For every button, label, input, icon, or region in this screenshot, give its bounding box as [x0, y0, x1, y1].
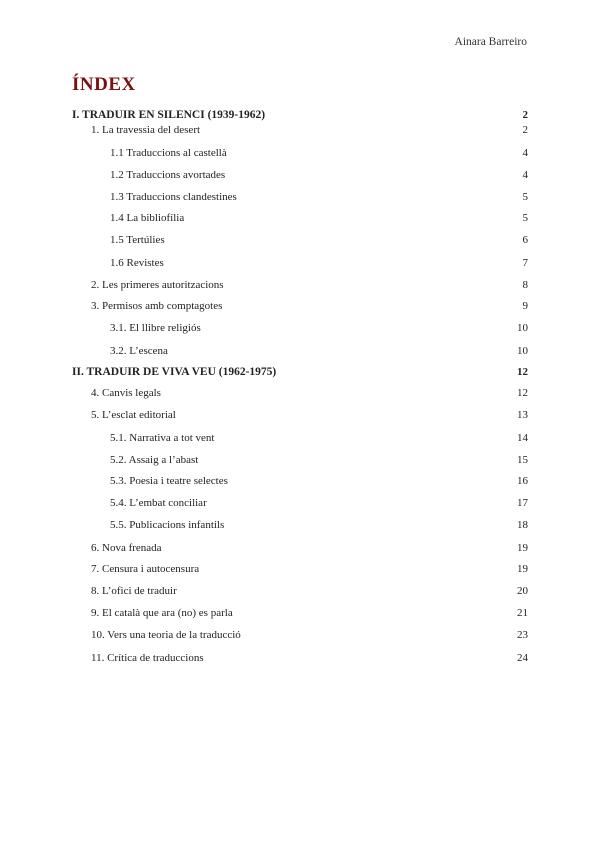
- toc-entry[interactable]: [0, 540, 600, 556]
- toc-entry-page: 9: [522, 300, 528, 312]
- index-title: ÍNDEX: [72, 74, 136, 95]
- toc-entry-page: 19: [517, 563, 528, 575]
- toc-entry[interactable]: [0, 583, 600, 599]
- toc-entry-page: 10: [517, 345, 528, 357]
- toc-entry-page: 5: [522, 212, 528, 224]
- toc-entry-page: 20: [517, 585, 528, 597]
- toc-entry-label: 10. Vers una teoria de la traducció: [91, 629, 241, 641]
- toc-entry-page: 2: [522, 109, 528, 121]
- toc-entry-page: 24: [517, 652, 528, 664]
- toc-entry-label: 1.6 Revistes: [110, 257, 164, 269]
- toc-entry-label: 4. Canvis legals: [91, 387, 161, 399]
- toc-entry[interactable]: [0, 473, 600, 489]
- toc-entry[interactable]: [0, 298, 600, 314]
- toc-entry-page: 10: [517, 322, 528, 334]
- toc-entry-label: 5.1. Narrativa a tot vent: [110, 432, 215, 444]
- toc-entry-label: 1.3 Traduccions clandestines: [110, 191, 237, 203]
- toc-entry-label: 3. Permisos amb comptagotes: [91, 300, 223, 312]
- toc-entry[interactable]: [0, 167, 600, 183]
- toc-entry[interactable]: [0, 320, 600, 336]
- toc-entry-label: 2. Les primeres autoritzacions: [91, 279, 224, 291]
- toc-entry-label: 9. El català que ara (no) es parla: [91, 607, 233, 619]
- toc-entry-page: 4: [522, 169, 528, 181]
- toc-entry-page: 18: [517, 519, 528, 531]
- toc-entry-label: 1. La travessia del desert: [91, 124, 201, 136]
- toc-entry-page: 13: [517, 409, 528, 421]
- toc-entry-label: 3.2. L’escena: [110, 345, 168, 357]
- toc-entry[interactable]: [0, 232, 600, 248]
- toc-entry[interactable]: [0, 627, 600, 643]
- toc-entry[interactable]: [0, 517, 600, 533]
- toc-entry-label: 5.4. L’embat conciliar: [110, 497, 207, 509]
- toc-entry[interactable]: [0, 385, 600, 401]
- toc-entry-label: II. TRADUIR DE VIVA VEU (1962-1975): [72, 366, 277, 378]
- toc-entry[interactable]: [0, 407, 600, 423]
- toc-entry-page: 6: [522, 234, 528, 246]
- toc-entry[interactable]: [0, 495, 600, 511]
- toc-entry-part-1[interactable]: [0, 107, 600, 123]
- toc-entry[interactable]: [0, 210, 600, 226]
- toc-entry-page: 15: [517, 454, 528, 466]
- toc-entry-label: 5.3. Poesia i teatre selectes: [110, 475, 228, 487]
- toc-entry-label: 8. L’ofici de traduir: [91, 585, 177, 597]
- toc-entry-label: 7. Censura i autocensura: [91, 563, 200, 575]
- toc-entry-label: 1.1 Traduccions al castellà: [110, 147, 227, 159]
- toc-entry-page: 7: [522, 257, 528, 269]
- toc-entry-page: 5: [522, 191, 528, 203]
- toc-entry[interactable]: [0, 145, 600, 161]
- toc-entry-page: 23: [517, 629, 528, 641]
- toc-entry-page: 14: [517, 432, 528, 444]
- toc-entry-page: 4: [522, 147, 528, 159]
- toc-entry-page: 12: [517, 387, 528, 399]
- toc-entry-label: 3.1. El llibre religiós: [110, 322, 201, 334]
- toc-entry-label: 1.2 Traduccions avortades: [110, 169, 226, 181]
- toc-entry-page: 8: [522, 279, 528, 291]
- toc-entry-part-2[interactable]: [0, 364, 600, 380]
- toc-entry[interactable]: [0, 122, 600, 138]
- toc-entry[interactable]: [0, 189, 600, 205]
- toc-entry[interactable]: [0, 561, 600, 577]
- toc-entry-page: 2: [522, 124, 528, 136]
- toc-entry-label: 1.5 Tertúlies: [110, 234, 165, 246]
- toc-entry[interactable]: [0, 650, 600, 666]
- toc-entry-label: 5. L’esclat editorial: [91, 409, 176, 421]
- toc-entry-label: 5.5. Publicacions infantils: [110, 519, 225, 531]
- toc-entry[interactable]: [0, 430, 600, 446]
- toc-entry-page: 17: [517, 497, 528, 509]
- toc-entry-page: 21: [517, 607, 528, 619]
- toc-entry[interactable]: [0, 343, 600, 359]
- toc-entry-label: 6. Nova frenada: [91, 542, 162, 554]
- toc-entry-label: 5.2. Assaig a l’abast: [110, 454, 199, 466]
- header-author: Ainara Barreiro: [454, 36, 527, 48]
- toc-entry-label: 1.4 La bibliofília: [110, 212, 185, 224]
- toc-entry[interactable]: [0, 277, 600, 293]
- toc-entry[interactable]: [0, 255, 600, 271]
- toc-entry-label: 11. Crítica de traduccions: [91, 652, 204, 664]
- toc-entry-label: I. TRADUIR EN SILENCI (1939-1962): [72, 109, 266, 121]
- toc-entry-page: 19: [517, 542, 528, 554]
- toc-entry-page: 12: [517, 366, 528, 378]
- toc-entry-page: 16: [517, 475, 528, 487]
- toc-entry[interactable]: [0, 452, 600, 468]
- toc-entry[interactable]: [0, 605, 600, 621]
